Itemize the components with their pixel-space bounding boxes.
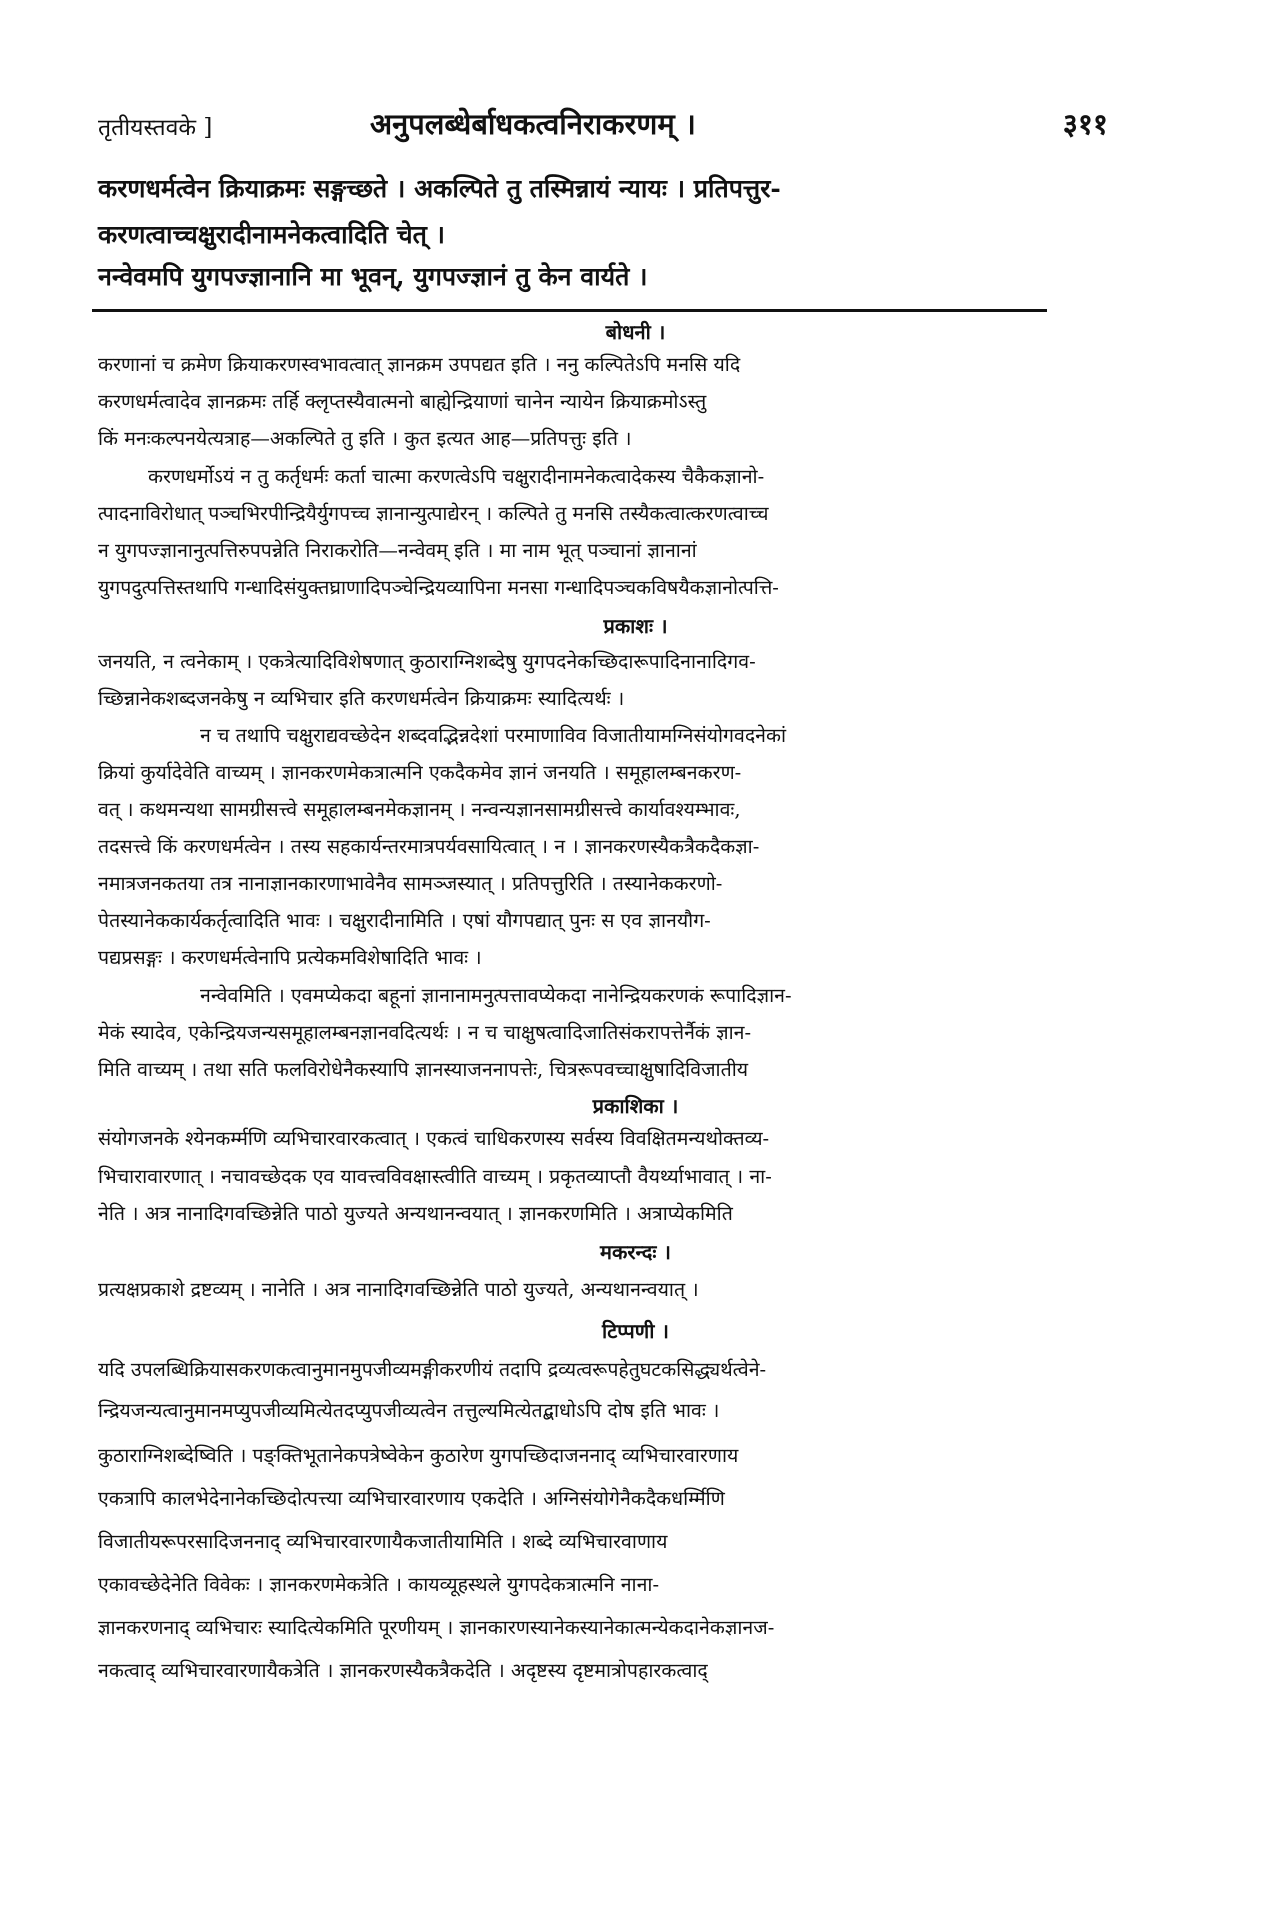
footnote-line: एकावच्छेदेनेति विवेकः । ज्ञानकरणमेकत्रेति । कायव्यूहस्थले युगपदेकत्रात्मनि नाना- xyxy=(98,1573,660,1596)
commentary-line: पद्यप्रसङ्गः । करणधर्मत्वेनापि प्रत्येकमविशेषादिति भावः । xyxy=(98,946,482,969)
section-title-tippani: टिप्पणी । xyxy=(602,1319,669,1343)
karika-line: नन्वेवमपि युगपज्ज्ञानानि मा भूवन्, युगपज्ज्ञानं तु केन वार्यते । xyxy=(98,262,648,291)
commentary-line: युगपदुत्पत्तिस्तथापि गन्धादिसंयुक्तघ्राणादिपञ्चेन्द्रियव्यापिना मनसा गन्धादिपञ्चकविषयैकज्ञानोत्पत्ति- xyxy=(98,576,779,599)
commentary-line: च्छिन्नानेकशब्दजनकेषु न व्यभिचार इति करणधर्मत्वेन क्रियाक्रमः स्यादित्यर्थः । xyxy=(98,687,625,710)
commentary-line: भिचारावारणात् । नचावच्छेदक एव यावत्त्वविवक्षास्त्वीति वाच्यम् । प्रकृतव्याप्तौ वैयर्थ्याभावात् । ना- xyxy=(98,1165,772,1188)
commentary-line: मेकं स्यादेव, एकेन्द्रियजन्यसमूहालम्बनज्ञानवदित्यर्थः । न च चाक्षुषत्वादिजातिसंकरापत्तेर्नैकं ज्ञान- xyxy=(98,1021,752,1044)
commentary-line: करणानां च क्रमेण क्रियाकरणस्वभावत्वात् ज्ञानक्रम उपपद्यत इति । ननु कल्पितेऽपि मनसि यदि xyxy=(98,353,741,376)
commentary-line: न च तथापि चक्षुराद्यवच्छेदेन शब्दवद्भिन्नदेशां परमाणाविव विजातीयामग्निसंयोगवदनेकां xyxy=(200,724,787,747)
commentary-line: संयोगजनके श्येनकर्म्मणि व्यभिचारवारकत्वात् । एकत्वं चाधिकरणस्य सर्वस्य विवक्षितमन्यथोक्तव्य- xyxy=(98,1127,770,1150)
commentary-line: करणधर्मत्वादेव ज्ञानक्रमः तर्हि क्लृप्तस्यैवात्मनो बाह्येन्द्रियाणां चानेन न्यायेन क्रियाक्रमोऽस्तु xyxy=(98,390,707,413)
commentary-line: किं मनःकल्पनयेत्यत्राह—अकल्पिते तु इति । कुत इत्यत आह—प्रतिपत्तुः इति । xyxy=(98,427,632,450)
karika-line: करणत्वाच्चक्षुरादीनामनेकत्वादिति चेत् । xyxy=(98,220,446,249)
commentary-line: पेतस्यानेककार्यकर्तृत्वादिति भावः । चक्षुरादीनामिति । एषां यौगपद्यात् पुनः स एव ज्ञानयौग- xyxy=(98,909,711,932)
commentary-line: तदसत्त्वे किं करणधर्मत्वेन । तस्य सहकार्यन्तरमात्रपर्यवसायित्वात् । न । ज्ञानकरणस्यैकत्रैकदैकज्ञा- xyxy=(98,835,760,858)
commentary-line: नन्वेवमिति । एवमप्येकदा बहूनां ज्ञानानामनुत्पत्तावप्येकदा नानेन्द्रियकरणकं रूपादिज्ञान- xyxy=(200,984,792,1007)
footnote-line: ज्ञानकरणनाद् व्यभिचारः स्यादित्येकमिति पूरणीयम् । ज्ञानकारणस्यानेकस्यानेकात्मन्येकदानेकज्ञानज- xyxy=(98,1616,775,1639)
footnote-line: विजातीयरूपरसादिजननाद् व्यभिचारवारणायैकजातीयामिति । शब्दे व्यभिचारवाणाय xyxy=(98,1530,668,1553)
commentary-line: क्रियां कुर्यादेवेति वाच्यम् । ज्ञानकरणमेकत्रात्मनि एकदैकमेव ज्ञानं जनयति । समूहालम्बनकरण- xyxy=(98,761,742,784)
commentary-line: मिति वाच्यम् । तथा सति फलविरोधेनैकस्यापि ज्ञानस्याजननापत्तेः, चित्ररूपवच्चाक्षुषादिविजातीय xyxy=(98,1058,749,1081)
commentary-line: वत् । कथमन्यथा सामग्रीसत्त्वे समूहालम्बनमेकज्ञानम् । नन्वन्यज्ञानसामग्रीसत्त्वे कार्यावश्यम्भावः, xyxy=(98,798,741,821)
karika-line: करणधर्मत्वेन क्रियाक्रमः सङ्गच्छते । अकल्पिते तु तस्मिन्नायं न्यायः । प्रतिपत्तुर- xyxy=(98,174,781,203)
chapter-label: तृतीयस्तवके ] xyxy=(98,115,213,141)
commentary-line: जनयति, न त्वनेकाम् । एकत्रेत्यादिविशेषणात् कुठाराग्निशब्देषु युगपदनेकच्छिदारूपादिनानादिगव- xyxy=(98,650,756,673)
section-title-prakasha: प्रकाशः । xyxy=(603,614,668,638)
section-title-prakashika: प्रकाशिका । xyxy=(592,1094,679,1118)
footnote-line: एकत्रापि कालभेदेनानेकच्छिदोत्पत्त्या व्यभिचारवारणाय एकदेति । अग्निसंयोगेनैकदैकधर्म्मिणि xyxy=(98,1487,725,1510)
section-title-makaranda: मकरन्दः । xyxy=(600,1240,671,1264)
running-title: अनुपलब्धेर्बाधकत्वनिराकरणम् । xyxy=(370,107,696,141)
section-title-bodhani: बोधनी । xyxy=(605,320,666,344)
commentary-line: नेति । अत्र नानादिगवच्छिन्नेति पाठो युज्यते अन्यथानन्वयात् । ज्ञानकरणमिति । अत्राप्येकमिति xyxy=(98,1202,733,1225)
divider xyxy=(92,309,1047,312)
commentary-line: करणधर्मोऽयं न तु कर्तृधर्मः कर्ता चात्मा करणत्वेऽपि चक्षुरादीनामनेकत्वादेकस्य चैकैकज्ञानो- xyxy=(148,465,765,488)
footnote-line: न्द्रियजन्यत्वानुमानमप्युपजीव्यमित्येतदप्युपजीव्यत्वेन तत्तुल्यमित्येतद्बाधोऽपि दोष इति भावः । xyxy=(98,1399,720,1422)
footnote-line: नकत्वाद् व्यभिचारवारणायैकत्रेति । ज्ञानकरणस्यैकत्रैकदेति । अदृष्टस्य दृष्टमात्रोपहारकत्वाद् xyxy=(98,1659,708,1682)
commentary-line: प्रत्यक्षप्रकाशे द्रष्टव्यम् । नानेति । अत्र नानादिगवच्छिन्नेति पाठो युज्यते, अन्यथानन्वयात् । xyxy=(98,1278,699,1301)
page-header xyxy=(98,104,1108,144)
footnote-line: यदि उपलब्धिक्रियासकरणकत्वानुमानमुपजीव्यमङ्गीकरणीयं तदापि द्रव्यत्वरूपहेतुघटकसिद्ध्यर्थत्वेने- xyxy=(98,1358,767,1381)
page-number: ३११ xyxy=(1062,107,1108,141)
footnote-line: कुठाराग्निशब्देष्विति । पङ्क्तिभूतानेकपत्रेष्वेकेन कुठारेण युगपच्छिदाजननाद् व्यभिचारवारणाय xyxy=(98,1444,739,1467)
commentary-line: त्पादनाविरोधात् पञ्चभिरपीन्द्रियैर्युगपच्च ज्ञानान्युत्पाद्येरन् । कल्पिते तु मनसि तस्यैकत्वात्करणत्वाच्च xyxy=(98,502,769,525)
commentary-line: नमात्रजनकतया तत्र नानाज्ञानकारणाभावेनैव सामञ्जस्यात् । प्रतिपत्तुरिति । तस्यानेककरणो- xyxy=(98,872,723,895)
commentary-line: न युगपज्ज्ञानानुत्पत्तिरुपपन्नेति निराकरोति—नन्वेवम् इति । मा नाम भूत् पञ्चानां ज्ञानानां xyxy=(98,539,697,562)
